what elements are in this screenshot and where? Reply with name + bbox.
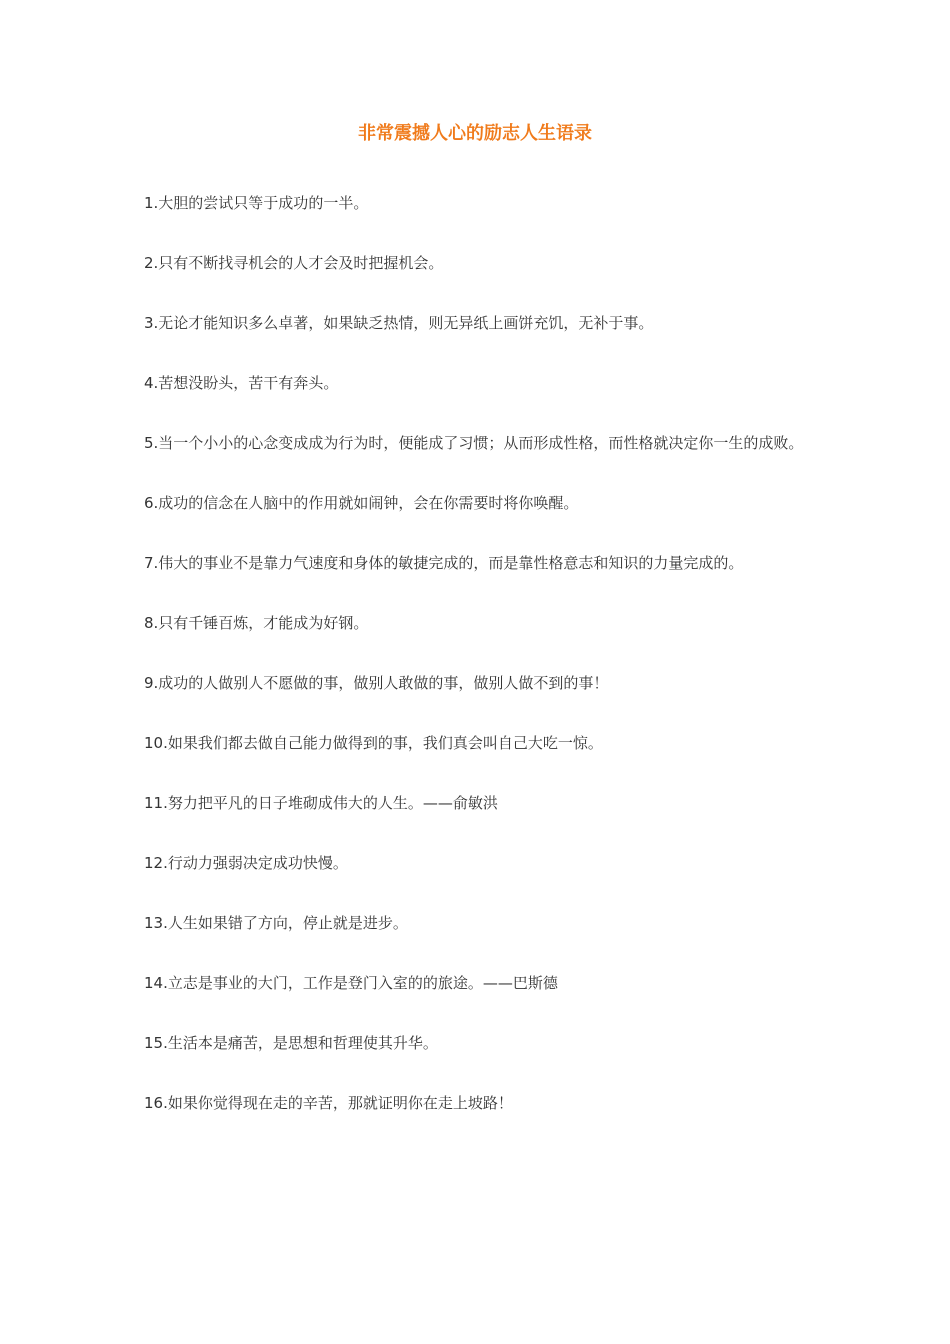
quote-item: 5.当一个小小的心念变成成为行为时，便能成了习惯；从而形成性格，而性格就决定你一生的成败。	[144, 434, 804, 452]
quote-item: 3.无论才能知识多么卓著，如果缺乏热情，则无异纸上画饼充饥，无补于事。	[144, 314, 654, 332]
quote-item: 1.大胆的尝试只等于成功的一半。	[144, 194, 369, 212]
quote-item: 15.生活本是痛苦，是思想和哲理使其升华。	[144, 1034, 438, 1052]
quote-item: 16.如果你觉得现在走的辛苦，那就证明你在走上坡路！	[144, 1094, 513, 1112]
document-title: 非常震撼人心的励志人生语录	[358, 123, 592, 144]
quote-item: 10.如果我们都去做自己能力做得到的事，我们真会叫自己大吃一惊。	[144, 734, 603, 752]
quote-item: 2.只有不断找寻机会的人才会及时把握机会。	[144, 254, 444, 272]
quote-item: 4.苦想没盼头，苦干有奔头。	[144, 374, 339, 392]
quote-item: 9.成功的人做别人不愿做的事，做别人敢做的事，做别人做不到的事！	[144, 674, 609, 692]
quote-list	[144, 188, 809, 1148]
quote-item: 6.成功的信念在人脑中的作用就如闹钟，会在你需要时将你唤醒。	[144, 494, 579, 512]
quote-item: 7.伟大的事业不是靠力气速度和身体的敏捷完成的，而是靠性格意志和知识的力量完成的。	[144, 554, 744, 572]
quote-item: 12.行动力强弱决定成功快慢。	[144, 854, 348, 872]
quote-item: 11.努力把平凡的日子堆砌成伟大的人生。——俞敏洪	[144, 794, 498, 812]
quote-item: 8.只有千锤百炼，才能成为好钢。	[144, 614, 369, 632]
quote-item: 13.人生如果错了方向，停止就是进步。	[144, 914, 408, 932]
quote-item: 14.立志是事业的大门，工作是登门入室的的旅途。——巴斯德	[144, 974, 558, 992]
